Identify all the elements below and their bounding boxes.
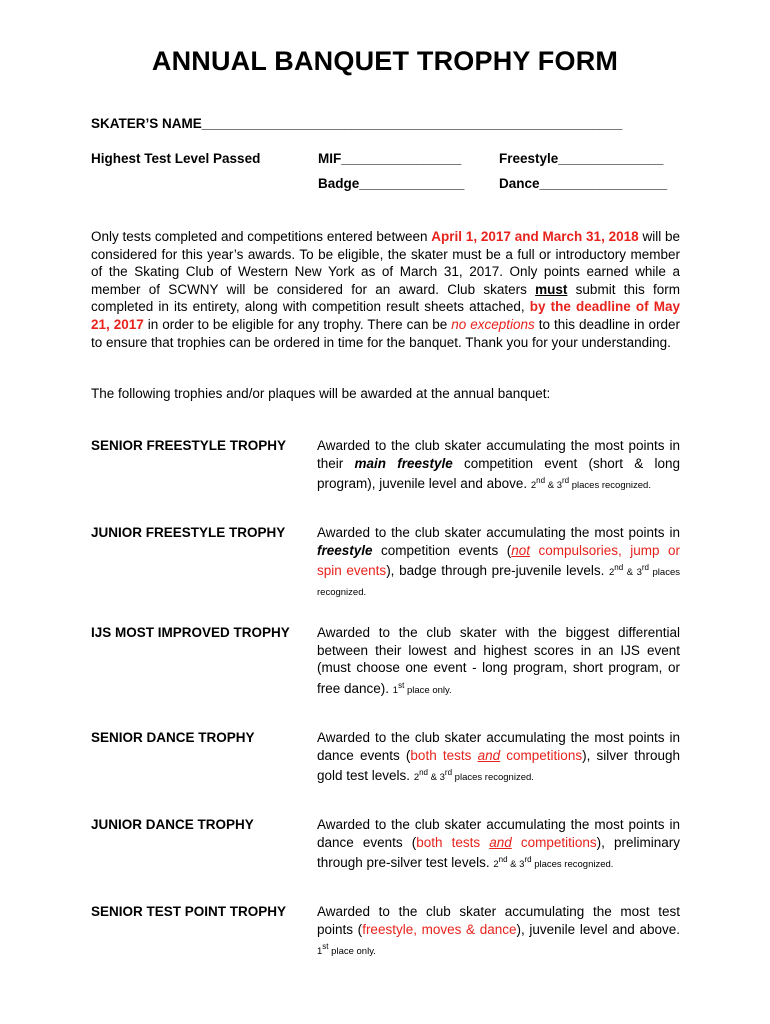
ijs-most-improved-trophy-title: IJS MOST IMPROVED TROPHY	[91, 625, 290, 640]
deadline-text: by the deadline of May 21, 2017	[91, 299, 680, 332]
junior-freestyle-trophy-description: Awarded to the club skater accumulating the most points in freestyle competition events (not compulsories, jump or spin events), badge through pre-juvenile levels. 2nd & 3rd places recognized.	[317, 525, 680, 598]
no-exceptions-text: no exceptions	[451, 316, 535, 332]
senior-freestyle-trophy-title: SENIOR FREESTYLE TROPHY	[91, 438, 287, 453]
junior-dance-trophy-title: JUNIOR DANCE TROPHY	[91, 817, 254, 832]
dance-field[interactable]: Dance_________________	[499, 176, 668, 191]
highest-test-label: Highest Test Level Passed	[91, 151, 261, 166]
skater-name-field[interactable]: SKATER’S NAME________________________________________________________	[91, 116, 623, 131]
must-emphasis: must	[535, 281, 568, 297]
senior-freestyle-trophy-description: Awarded to the club skater accumulating the most points in their main freestyle competition event (short & long program), juvenile level and above. 2nd & 3rd places recognized.	[317, 438, 681, 492]
page-title: ANNUAL BANQUET TROPHY FORM	[151, 46, 619, 76]
intro-paragraph: Only tests completed and competitions entered between April 1, 2017 and March 31, 2018 will be considered for this year’s awards. To be eligible, the skater must be a full or introductory member of the Skating Club of Western New York as of March 31, 2017. Only points earned while a member of SCWNY will be considered for an award. Club skaters must submit this form completed in its entirety, along with competition result sheets attached, by the deadline of May 21, 2017 in order to be eligible for any trophy. There can be no exceptions to this deadline in order to ensure that trophies can be ordered in time for the banquet. Thank you for your understanding.	[91, 229, 681, 350]
senior-dance-trophy-description: Awarded to the club skater accumulating the most points in dance events (both tests and competitions), silver through gold test levels. 2nd & 3rd places recognized.	[317, 730, 680, 784]
junior-freestyle-trophy-title: JUNIOR FREESTYLE TROPHY	[91, 525, 286, 540]
mif-field[interactable]: MIF________________	[318, 151, 462, 166]
ijs-most-improved-trophy-description: Awarded to the club skater with the biggest differential between their lowest and highest scores in an IJS event (must choose one event - long program, short program, or free dance). 1st place only.	[317, 625, 680, 696]
trophies-intro: The following trophies and/or plaques will be awarded at the annual banquet:	[91, 386, 551, 401]
senior-dance-trophy-title: SENIOR DANCE TROPHY	[91, 730, 255, 745]
junior-dance-trophy-description: Awarded to the club skater accumulating the most points in dance events (both tests and competitions), preliminary through pre-silver test levels. 2nd & 3rd places recognized.	[317, 817, 680, 871]
freestyle-field[interactable]: Freestyle______________	[499, 151, 664, 166]
senior-test-point-trophy-description: Awarded to the club skater accumulating the most test points (freestyle, moves & dance), juvenile level and above. 1st place only.	[317, 904, 680, 958]
senior-test-point-trophy-title: SENIOR TEST POINT TROPHY	[91, 904, 287, 919]
eligibility-dates: April 1, 2017 and March 31, 2018	[431, 229, 639, 244]
badge-field[interactable]: Badge______________	[318, 176, 465, 191]
